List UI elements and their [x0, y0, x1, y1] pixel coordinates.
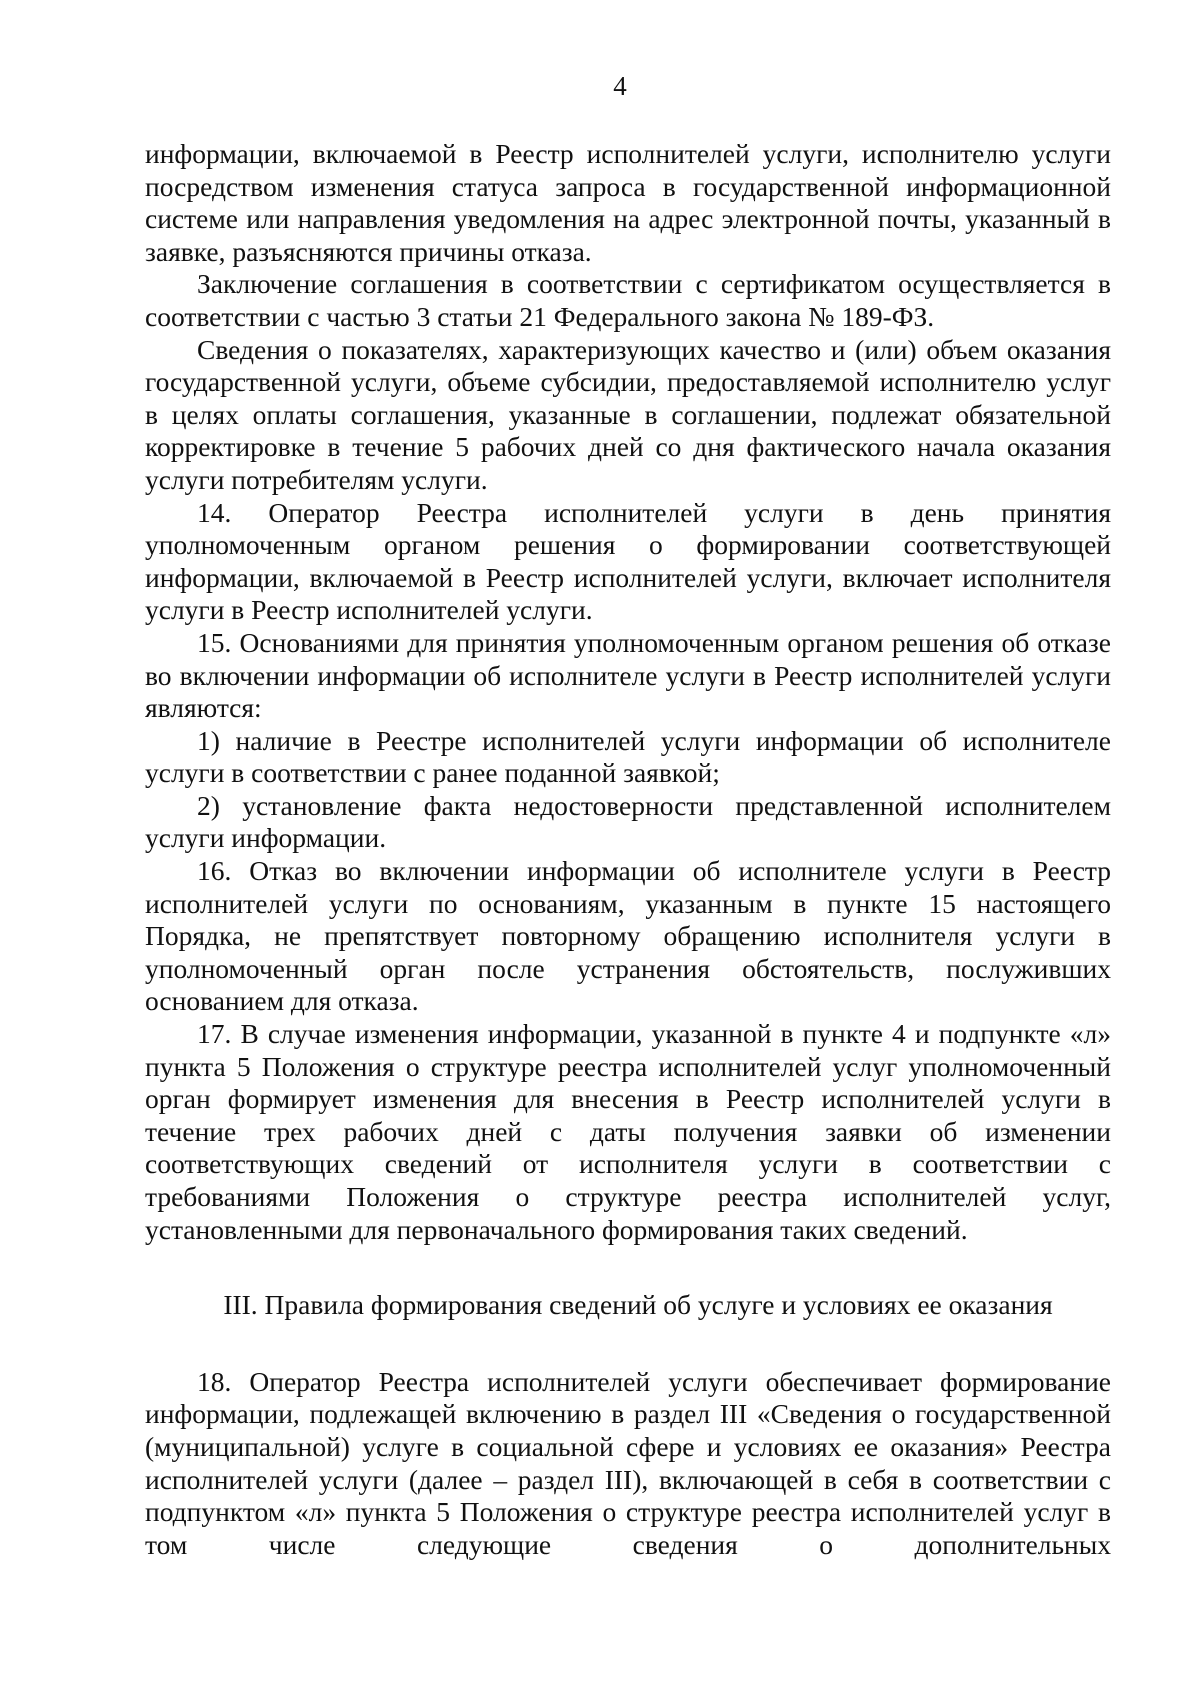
paragraph-item-15-2: 2) установление факта недостоверности представленной исполнителем услуги информации. [145, 789, 1111, 854]
paragraph-quality-indicators: Сведения о показателях, характеризующих качество и (или) объем оказания государственной услуги, объеме субсидии, предоставляемой исполнителю услуг в целях оплаты соглашения, указанные в соглашении, подлежат обязательной корректировке в течение 5 рабочих дней со дня фактического начала оказания услуги потребителям услуги. [145, 333, 1111, 495]
section-heading: III. Правила формирования сведений об услуге и условиях ее оказания [223, 1289, 1053, 1321]
paragraph-item-15-1: 1) наличие в Реестре исполнителей услуги информации об исполнителе услуги в соответствии с ранее поданной заявкой; [145, 724, 1111, 789]
paragraph-item-18: 18. Оператор Реестра исполнителей услуги обеспечивает формирование информации, подлежащей включению в раздел III «Сведения о государственной (муниципальной) услуге в социальной сфере и условиях ее оказания» Реестра исполнителей услуги (далее – раздел III), включающей в себя в соответствии с подпунктом «л» пункта 5 Положения о структуре реестра исполнителей услуг в том числе следующие сведения о дополнительных [145, 1365, 1111, 1560]
paragraph-item-15: 15. Основаниями для принятия уполномоченным органом решения об отказе во включении информации об исполнителе услуги в Реестр исполнителей услуги являются: [145, 626, 1111, 724]
page-number: 4 [613, 71, 627, 101]
document-body [145, 138, 1111, 1561]
paragraph-continuation: информации, включаемой в Реестр исполнителей услуги, исполнителю услуги посредством изменения статуса запроса в государственной информационной системе или направления уведомления на адрес электронной почты, указанный в заявке, разъясняются причины отказа. [145, 138, 1111, 267]
paragraph-item-16: 16. Отказ во включении информации об исполнителе услуги в Реестр исполнителей услуги по основаниям, указанным в пункте 15 настоящего Порядка, не препятствует повторному обращению исполнителя услуги в уполномоченный орган после устранения обстоятельств, послуживших основанием для отказа. [145, 855, 1111, 1017]
paragraph-item-17: 17. В случае изменения информации, указанной в пункте 4 и подпункте «л» пункта 5 Положения о структуре реестра исполнителей услуг уполномоченный орган формирует изменения для внесения в Реестр исполнителей услуги в течение трех рабочих дней с даты получения заявки об изменении соответствующих сведений от исполнителя услуги в соответствии с требованиями Положения о структуре реестра исполнителей услуг, установленными для первоначального формирования таких сведений. [145, 1018, 1111, 1245]
paragraph-agreement-conclusion: Заключение соглашения в соответствии с сертификатом осуществляется в соответствии с частью 3 статьи 21 Федерального закона № 189-ФЗ. [145, 268, 1111, 332]
paragraph-item-14: 14. Оператор Реестра исполнителей услуги в день принятия уполномоченным органом решения о формировании соответствующей информации, включаемой в Реестр исполнителей услуги, включает исполнителя услуги в Реестр исполнителей услуги. [145, 496, 1111, 626]
